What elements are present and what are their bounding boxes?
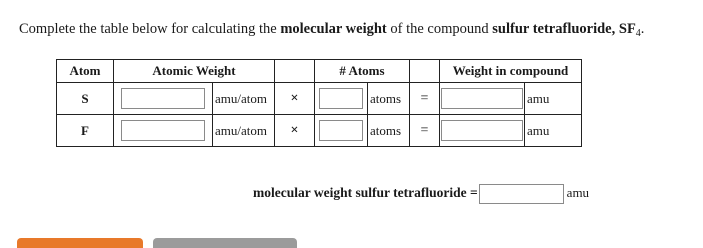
instructions-bold-molecular-weight: molecular weight [280, 21, 387, 37]
num-atoms-input-f[interactable] [319, 120, 363, 141]
header-atom: Atom [57, 60, 114, 83]
instructions-subscript: 4 [635, 28, 641, 39]
primary-action-button[interactable] [17, 238, 143, 248]
num-atoms-unit: atoms [368, 115, 410, 147]
instructions-middle: of the compound [386, 21, 493, 37]
table-row [57, 115, 582, 147]
secondary-action-button[interactable] [153, 238, 297, 248]
table-row [57, 83, 582, 115]
weight-unit: amu [525, 115, 582, 147]
instructions-prefix: Complete the table below for calculating the [19, 21, 281, 37]
instructions-suffix: . [640, 21, 645, 37]
result-label: molecular weight sulfur tetrafluoride = [253, 185, 478, 201]
result-unit: amu [566, 185, 590, 201]
instructions-text [19, 21, 644, 39]
atomic-weight-input-s[interactable] [121, 88, 205, 109]
header-atomic-weight: Atomic Weight [114, 60, 275, 83]
molecular-weight-input[interactable] [479, 184, 564, 204]
atomic-weight-unit: amu/atom [213, 83, 275, 115]
equals-sign: = [410, 115, 440, 147]
weight-input-s[interactable] [441, 88, 523, 109]
molecular-weight-table [56, 59, 582, 147]
atomic-weight-unit: amu/atom [213, 115, 275, 147]
weight-input-f[interactable] [441, 120, 523, 141]
atom-symbol: F [57, 115, 114, 147]
table-header-row [57, 60, 582, 83]
header-spacer-times [275, 60, 315, 83]
atomic-weight-cell [114, 83, 213, 115]
header-num-atoms: # Atoms [315, 60, 410, 83]
num-atoms-cell [315, 83, 368, 115]
num-atoms-cell [315, 115, 368, 147]
instructions-formula: , SF [611, 21, 636, 37]
num-atoms-input-s[interactable] [319, 88, 363, 109]
instructions-bold-compound: sulfur tetrafluoride [492, 21, 612, 37]
atom-symbol: S [57, 83, 114, 115]
molecular-weight-result [253, 184, 589, 204]
times-sign: × [275, 83, 315, 115]
header-spacer-equals [410, 60, 440, 83]
atomic-weight-input-f[interactable] [121, 120, 205, 141]
weight-unit: amu [525, 83, 582, 115]
header-weight-in-compound: Weight in compound [440, 60, 582, 83]
weight-cell [440, 83, 525, 115]
times-sign: × [275, 115, 315, 147]
num-atoms-unit: atoms [368, 83, 410, 115]
weight-cell [440, 115, 525, 147]
equals-sign: = [410, 83, 440, 115]
atomic-weight-cell [114, 115, 213, 147]
